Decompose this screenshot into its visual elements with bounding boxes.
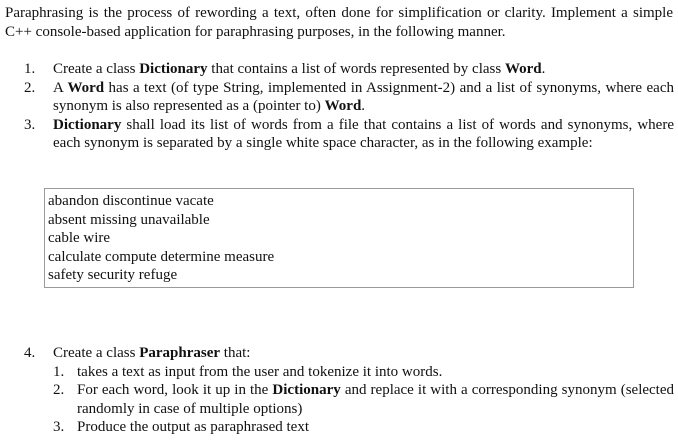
example-line: absent missing unavailable [48,211,210,228]
list-item [24,79,674,116]
list-item-number: 3. [24,116,36,133]
list-item [24,116,674,153]
bold-term: Word [324,98,362,114]
sublist-item-number: 1. [53,363,65,380]
list-item-number: 1. [24,61,36,77]
list-item-text: Dictionary shall load its list of words from a file that contains a list of words and synonyms, where each synonym is separated by a single white space character, as in the following example: [53,116,674,151]
paraphraser-sublist [53,363,674,437]
sublist-item-text: For each word, look it up in the Dictionary and replace it with a corresponding synonym (selected randomly in case of multiple options) [77,382,674,417]
list-item [24,344,674,437]
bold-term: Dictionary [272,382,341,398]
sublist-item-number: 3. [53,419,65,435]
bold-term: Dictionary [53,116,122,133]
bold-term: Paraphraser [139,345,221,361]
list-item-text: Create a class Paraphraser that: [53,345,251,361]
sublist-item [53,363,674,382]
sublist-item [53,381,674,418]
sublist-item-text: takes a text as input from the user and tokenize it into words. [77,363,443,380]
example-line: abandon discontinue vacate [48,193,214,209]
example-line: safety security refuge [48,267,178,283]
sublist-item-number: 2. [53,382,65,398]
bold-term: Word [504,61,542,77]
example-line: cable wire [48,230,111,246]
requirements-list-continued [24,344,674,437]
list-item [24,60,674,79]
bold-term: Word [67,79,105,96]
list-item-number: 2. [24,79,36,96]
example-file-box [44,188,634,288]
intro-paragraph: Paraphrasing is the process of rewording a text, often done for simplification or clarity. Implement a simple C++ console-based application for paraphrasing purposes, in the following manner. [5,5,673,40]
bold-term: Dictionary [139,61,208,77]
requirements-list [24,60,674,153]
sublist-item-text: Produce the output as paraphrased text [77,419,310,435]
list-item-number: 4. [24,345,36,361]
list-item-text: A Word has a text (of type String, implemented in Assignment-2) and a list of synonyms, where each synonym is also represented as a (pointer to) Word. [53,79,674,114]
list-item-text: Create a class Dictionary that contains a list of words represented by class Word. [53,61,546,77]
example-line: calculate compute determine measure [48,248,275,265]
sublist-item [53,418,674,437]
